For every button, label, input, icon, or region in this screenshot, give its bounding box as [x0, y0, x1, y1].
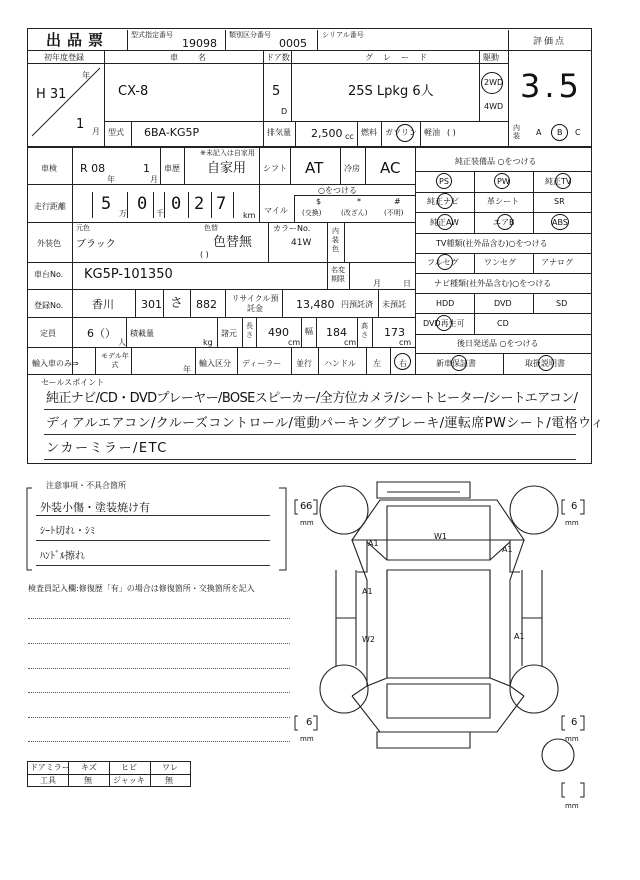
equip-sr: SR	[554, 197, 565, 206]
reg-num: 882	[196, 298, 217, 311]
mile-label: マイル	[264, 206, 288, 215]
class-num-label: 類別区分番号	[229, 31, 271, 39]
tire-rl-unit: mm	[300, 735, 314, 743]
model-label: 型式	[108, 128, 124, 137]
tv-analog: アナログ	[541, 258, 573, 267]
door-code: D	[281, 107, 288, 116]
notes-label: 注意事項・不具合箇所	[46, 481, 126, 490]
mile-hash: #	[394, 197, 401, 206]
history-label: 車歴	[164, 164, 180, 173]
tire-fl-num: 6	[306, 501, 313, 512]
mark-a1-front-right: A1	[502, 545, 513, 554]
chassis-value: KG5P-101350	[84, 267, 173, 282]
recycle-unit: 円預託済	[341, 300, 373, 309]
year-label: 初年度登録	[44, 53, 84, 62]
capacity-value: 6（）	[87, 327, 116, 340]
inspection-year: 年	[107, 175, 115, 184]
recycle-status: 未預託	[382, 300, 406, 309]
mile-tamper: (改ざん)	[341, 209, 368, 217]
color-paren: ( )	[200, 250, 209, 259]
navi-dvdplay: DVD再生可	[423, 319, 465, 328]
reg-label: 登録No.	[34, 301, 64, 310]
form-num: 19098	[182, 37, 217, 50]
mileage-digit-2: 0	[137, 194, 148, 214]
width-value: 184	[326, 326, 347, 339]
fuel-paren: ( )	[447, 128, 456, 137]
doors-label: ドア数	[266, 53, 290, 62]
displacement-unit: cc	[345, 132, 354, 141]
equip-abs: ABS	[552, 218, 568, 227]
displacement-label: 排気量	[267, 128, 291, 137]
tire-fr-bracket	[560, 498, 590, 518]
navi-hdd: HDD	[436, 299, 455, 308]
length-unit: cm	[288, 338, 301, 347]
tire-fr-num: 6	[571, 501, 578, 512]
note-item-2: ｼｰﾄ切れ・ｼﾐ	[40, 526, 95, 537]
tire-fl-bracket	[293, 498, 323, 518]
legend-h3: ヒビ	[121, 763, 137, 772]
color-label: 外装色	[37, 239, 61, 248]
interior-b-circle	[551, 124, 568, 141]
mileage-digit-3: 0	[171, 194, 182, 214]
inspection-value: R 08	[80, 162, 106, 175]
legend-v2: 無	[84, 776, 92, 785]
equip-ps: PS	[439, 177, 449, 186]
height-value: 173	[384, 326, 405, 339]
color-orig: ブラック	[76, 239, 116, 250]
tire-fl-unit: mm	[300, 519, 314, 527]
mile-dollar: $	[316, 197, 322, 206]
legend-h4: ワレ	[162, 763, 178, 772]
color-number-label: 色替	[204, 224, 218, 232]
note-item-1: 外装小傷・塗装焼け有	[40, 501, 150, 514]
ac-label: 冷房	[344, 164, 360, 173]
fuel-gas: ガソリン	[385, 128, 417, 137]
handle-right: 右	[399, 359, 407, 368]
sales-line-1: 純正ナビ/CD・DVDプレーヤー/BOSEスピーカー/全方位カメラ/シートヒーター/シートエアコン/	[46, 391, 578, 406]
mile-circle-label: ○をつける	[318, 186, 357, 195]
month-unit: 月	[92, 127, 100, 136]
navi-sd: SD	[556, 299, 568, 308]
name-change-day: 日	[403, 279, 411, 288]
interior-color-label: 内装色	[332, 227, 339, 253]
name-change-label: 名変期限	[331, 266, 345, 283]
load-label: 積載量	[130, 329, 154, 338]
ac-value: AC	[380, 159, 401, 177]
form-num-label: 型式指定番号	[131, 31, 173, 39]
mile-unknown: (不明)	[384, 209, 404, 217]
chassis-label: 車台No.	[34, 270, 64, 279]
tire-rl-bracket	[293, 714, 323, 734]
inspection-label: 車検	[41, 164, 57, 173]
history-value: 自家用	[207, 161, 247, 176]
navi-cd: CD	[497, 319, 509, 328]
equip-tv: 純正TV	[545, 177, 572, 186]
tv-title: TV種類(社外品含む)○をつける	[436, 239, 548, 248]
legend-h1: ドアミラー	[30, 763, 70, 772]
capacity-unit: 人	[118, 338, 126, 347]
equip-aw: 純正AW	[430, 218, 459, 227]
model-year-label: モデル年式	[101, 352, 129, 369]
history-note: ※未記入は自家用	[200, 149, 255, 157]
fuel-light: 軽油	[424, 128, 440, 137]
year-era: H 31	[36, 87, 67, 102]
import-dealer: ディーラー	[242, 359, 282, 368]
later-warranty: 新車保証書	[436, 359, 476, 368]
reg-kana: さ	[170, 296, 184, 311]
form-title: 出品票	[46, 31, 110, 49]
import-label: 輸入車のみ⇒	[32, 359, 79, 368]
tire-spare-unit: mm	[565, 802, 579, 810]
factory-title: 純正装備品 ○をつける	[455, 157, 537, 166]
handle-left: 左	[373, 359, 381, 368]
navi-title: ナビ種類(社外品含む)○をつける	[434, 279, 552, 288]
mileage-unit: km	[243, 211, 256, 220]
note-item-3: ﾊﾝﾄﾞﾙ擦れ	[40, 551, 85, 562]
tire-fl-value: 6	[300, 501, 307, 512]
tire-rr-unit: mm	[565, 735, 579, 743]
drive-label: 駆動	[483, 53, 499, 62]
dim-label: 諸元	[221, 329, 237, 338]
interior-c: C	[575, 128, 581, 137]
shift-label: シフト	[263, 164, 287, 173]
recycle-label: リサイクル預託金	[231, 294, 279, 313]
model-value: 6BA-KG5P	[144, 126, 200, 139]
tire-fr-unit: mm	[565, 519, 579, 527]
mileage-digit-4: 2	[194, 194, 205, 214]
grade-value: 25S Lpkg 6人	[348, 84, 434, 99]
import-type-label: 輸入区分	[199, 359, 231, 368]
mark-w2: W2	[362, 635, 375, 644]
model-year-unit: 年	[183, 365, 191, 374]
sales-line-2: ディアルエアコン/クルーズコントロール/電動パーキングブレーキ/運転席PWシート/電格ウィ	[46, 416, 605, 431]
reg-area: 香川	[92, 298, 114, 311]
interior-a: A	[536, 128, 542, 137]
mark-w1: W1	[434, 532, 447, 541]
legend-v3: ジャッキ	[113, 776, 145, 785]
mileage-digit-1: 5	[101, 194, 112, 214]
legend-v1: 工具	[40, 776, 56, 785]
len-label: 長さ	[246, 322, 253, 339]
later-manual: 取扱説明書	[525, 359, 565, 368]
month-value: 1	[76, 117, 85, 132]
equip-leather: 革シート	[487, 197, 519, 206]
interior-label: 内装	[513, 124, 520, 140]
equip-navi: 純正ナビ	[427, 197, 459, 206]
height-unit: cm	[399, 338, 412, 347]
mileage-man: 万	[119, 209, 127, 218]
fuel-label: 燃料	[361, 128, 377, 137]
drive-4wd: 4WD	[484, 102, 504, 111]
height-label: 高さ	[361, 322, 368, 339]
later-title: 後日発送品 ○をつける	[457, 339, 539, 348]
mileage-sen: 千	[156, 209, 164, 218]
recycle-amount: 13,480	[296, 298, 335, 311]
mileage-digit-5: 7	[216, 194, 227, 214]
drive-2wd-circle	[481, 72, 503, 94]
fuel-gas-circle	[396, 124, 414, 142]
tire-rr-bracket	[560, 714, 590, 734]
reg-class: 301	[141, 298, 162, 311]
mark-a1-left-door: A1	[362, 587, 373, 596]
interior-b: B	[557, 128, 563, 137]
tv-oneseg: ワンセグ	[484, 258, 516, 267]
load-unit: kg	[203, 338, 213, 347]
navi-dvd: DVD	[494, 299, 512, 308]
color-no-label: カラーNo.	[273, 224, 311, 233]
displacement-value: 2,500	[311, 127, 343, 140]
color-no: 41W	[291, 238, 312, 248]
capacity-label: 定員	[40, 329, 56, 338]
equip-pw: PW	[497, 177, 510, 186]
inspector-label: 検査員記入欄:修復歴「有」の場合は修復箇所・交換箇所を記入	[28, 584, 255, 593]
car-diagram	[292, 470, 592, 790]
color-orig-label: 元色	[76, 224, 90, 232]
car-name-label: 車名	[170, 53, 226, 62]
drive-2wd: 2WD	[484, 78, 504, 87]
inspection-month-unit: 月	[150, 175, 158, 184]
rating-value: 3.5	[520, 67, 583, 105]
serial-label: シリアル番号	[322, 31, 364, 39]
mark-a1-front-left: A1	[368, 539, 379, 548]
mile-exchange: (交換)	[302, 209, 322, 217]
shift-value: AT	[305, 159, 324, 177]
tire-rl-num: 6	[306, 717, 313, 728]
legend-h2: キズ	[81, 763, 97, 772]
mark-a1-right-door: A1	[514, 632, 525, 641]
year-unit: 年	[82, 71, 90, 80]
rating-label: 評価点	[533, 37, 567, 47]
name-change-month: 月	[373, 279, 381, 288]
tv-fullseg: フルセグ	[427, 258, 459, 267]
equip-airbag: エアB	[493, 218, 515, 227]
width-label: 幅	[305, 327, 313, 336]
tire-rr-num: 6	[571, 717, 578, 728]
class-num: 0005	[279, 37, 307, 50]
sales-line-3: ンカーミラー/ETC	[46, 441, 168, 456]
inspection-month: 1	[143, 162, 150, 175]
import-parallel: 並行	[296, 359, 312, 368]
sales-label: セールスポイント	[41, 378, 105, 387]
car-name: CX-8	[118, 84, 149, 99]
mileage-label: 走行距離	[34, 202, 66, 211]
legend-v4: 無	[165, 776, 173, 785]
handle-right-circle	[394, 353, 411, 370]
grade-label: グレード	[365, 53, 437, 62]
length-value: 490	[268, 326, 289, 339]
tire-spare-bracket	[560, 781, 590, 801]
width-unit: cm	[344, 338, 357, 347]
handle-label: ハンドル	[324, 359, 356, 368]
doors-value: 5	[272, 84, 281, 99]
color-change: 色替無	[213, 235, 253, 250]
mile-star: *	[357, 197, 361, 206]
